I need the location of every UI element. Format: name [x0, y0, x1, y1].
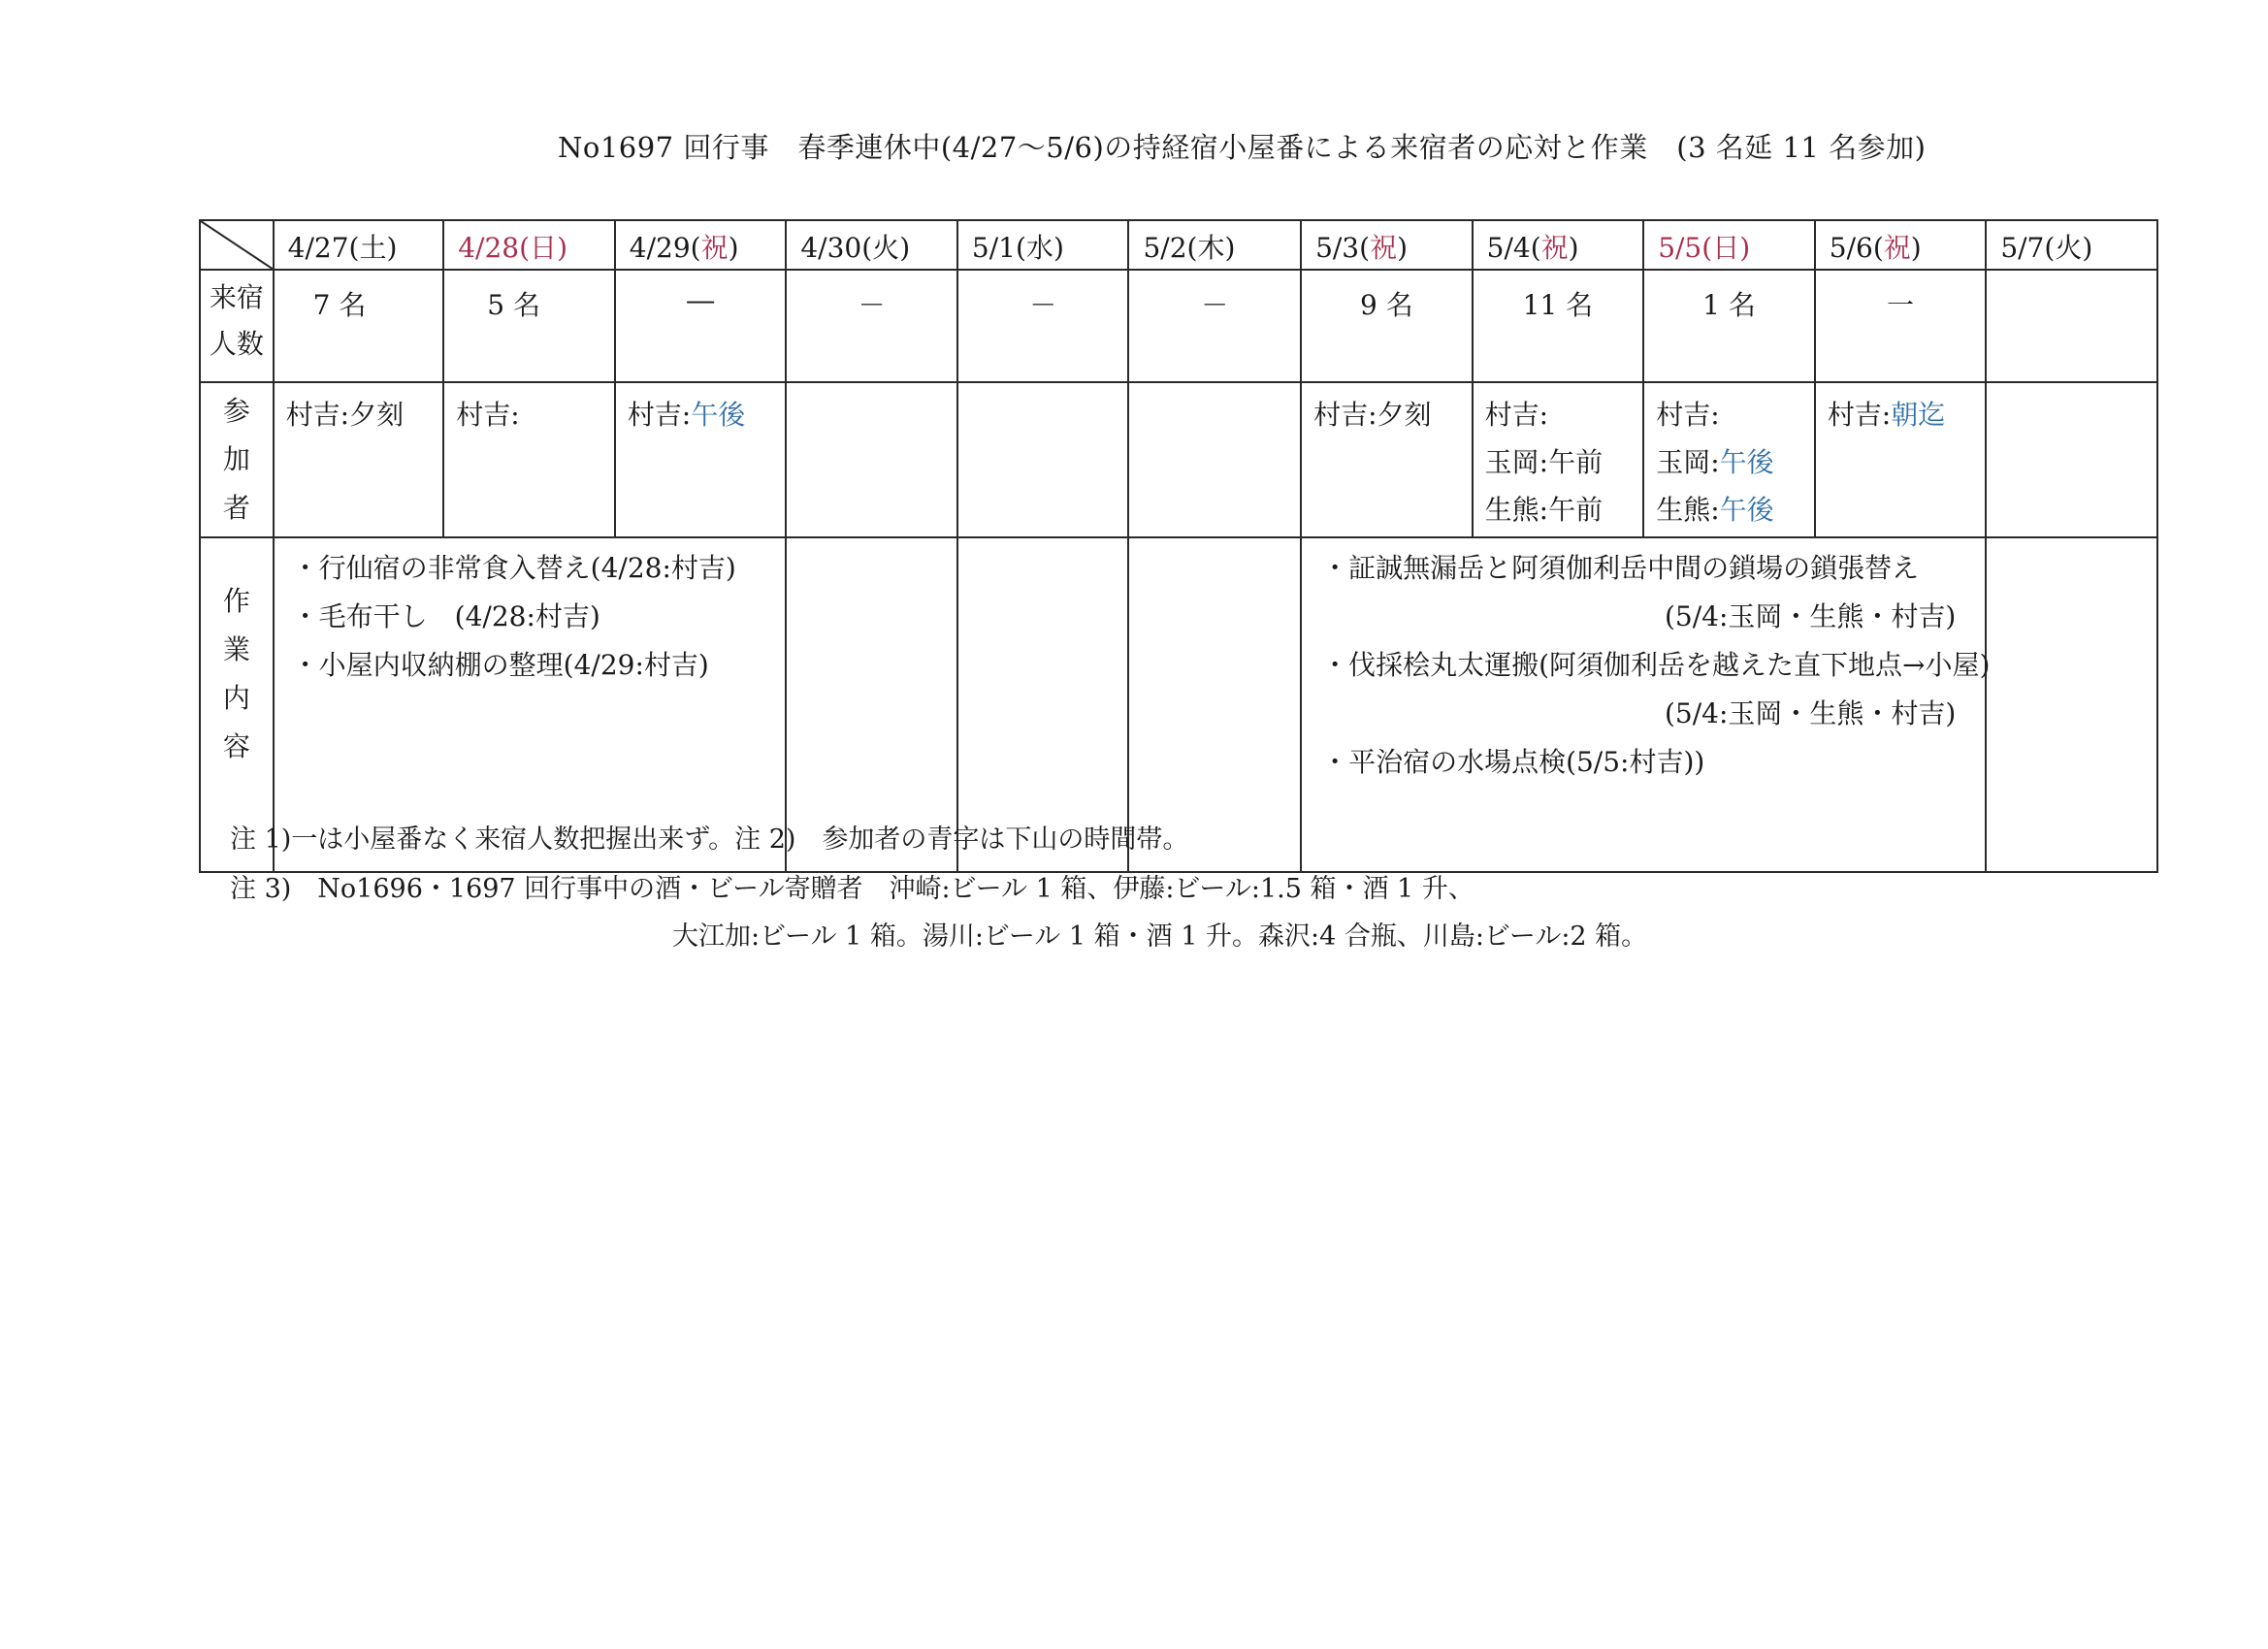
visitor-count-cell: －: [1128, 270, 1301, 382]
participants-cell: [957, 382, 1129, 537]
work-cell-late: [1301, 537, 1991, 872]
visitor-count-cell: ―: [615, 270, 787, 382]
page-title: No1697 回行事 春季連休中(4/27～5/6)の持経宿小屋番による来宿者の応対と作業 (3 名延 11 名参加): [558, 131, 1927, 164]
work-item: ・毛布干し (4/28:村吉): [291, 600, 600, 632]
work-item-assignees: (5/4:玉岡・生熊・村吉): [1664, 697, 1957, 729]
participants-cell: 村吉:夕刻: [1301, 382, 1473, 537]
work-item-assignees: (5/4:玉岡・生熊・村吉): [1664, 600, 1957, 632]
date-header-cell: 4/27(土): [274, 220, 444, 270]
participants-cell: [1986, 382, 2157, 537]
participants-cell: [1128, 382, 1301, 537]
date-header-cell: 4/30(火): [786, 220, 957, 270]
work-item: ・行仙宿の非常食入替え(4/28:村吉): [291, 552, 736, 584]
note-3: 注 3) No1696・1697 回行事中の酒・ビール寄贈者 沖崎:ビール 1 箱、伊藤:ビール:1.5 箱・酒 1 升、: [230, 874, 1474, 904]
participants-label: 参 加 者: [200, 382, 274, 537]
date-header-cell: 5/6(祝): [1815, 220, 1987, 270]
visitor-count-cell: 9 名: [1301, 270, 1473, 382]
date-header-cell: 5/1(水): [957, 220, 1129, 270]
participants-row: [200, 382, 2157, 537]
date-header-cell: 5/3(祝): [1301, 220, 1473, 270]
participants-cell: 村吉:朝迄: [1815, 382, 1987, 537]
date-header-cell: 4/29(祝): [615, 220, 787, 270]
note-1: 注 1)一は小屋番なく来宿人数把握出来ず。注 2) 参加者の青字は下山の時間帯。: [230, 824, 1189, 855]
work-item: ・証誠無漏岳と阿須伽利岳中間の鎖場の鎖張替え: [1321, 552, 1920, 584]
visitor-count-cell: 11 名: [1473, 270, 1644, 382]
visitor-count-cell: －: [957, 270, 1129, 382]
date-header-cell: 5/2(木): [1128, 220, 1301, 270]
work-content-label: 作 業 内 容: [200, 537, 274, 872]
schedule-table: [199, 219, 2158, 873]
participants-cell: 村吉: 玉岡:午後 生熊:午後: [1643, 382, 1815, 537]
visitor-count-row: [200, 270, 2157, 382]
visitor-count-cell: 7 名: [274, 270, 444, 382]
date-header-cell: 4/28(日): [443, 220, 615, 270]
work-cell-empty: [1986, 537, 2157, 872]
visitor-count-cell: [1986, 270, 2157, 382]
diagonal-line-icon: [201, 221, 273, 269]
visitor-count-cell: 一: [1815, 270, 1987, 382]
work-item: ・平治宿の水場点検(5/5:村吉)): [1321, 746, 1705, 778]
participants-cell: 村吉:: [443, 382, 615, 537]
note-3-continued: 大江加:ビール 1 箱。湯川:ビール 1 箱・酒 1 升。森沢:4 合瓶、川島:ビール:2 箱。: [672, 922, 1648, 952]
visitor-count-cell: 1 名: [1643, 270, 1815, 382]
date-header-row: [200, 220, 2157, 270]
corner-cell: [200, 220, 274, 270]
work-item: ・伐採桧丸太運搬(阿須伽利岳を越えた直下地点→小屋): [1321, 649, 1991, 681]
visitor-count-cell: －: [786, 270, 957, 382]
work-item: ・小屋内収納棚の整理(4/29:村吉): [291, 649, 709, 681]
participants-cell: 村吉: 玉岡:午前 生熊:午前: [1473, 382, 1644, 537]
date-header-cell: 5/5(日): [1643, 220, 1815, 270]
participants-cell: 村吉:午後: [615, 382, 787, 537]
date-header-cell: 5/4(祝): [1473, 220, 1644, 270]
participants-cell: 村吉:夕刻: [274, 382, 444, 537]
participants-cell: [786, 382, 957, 537]
visitor-count-cell: 5 名: [443, 270, 615, 382]
date-header-cell: 5/7(火): [1986, 220, 2157, 270]
visitor-count-label: 来宿 人数: [200, 270, 274, 382]
